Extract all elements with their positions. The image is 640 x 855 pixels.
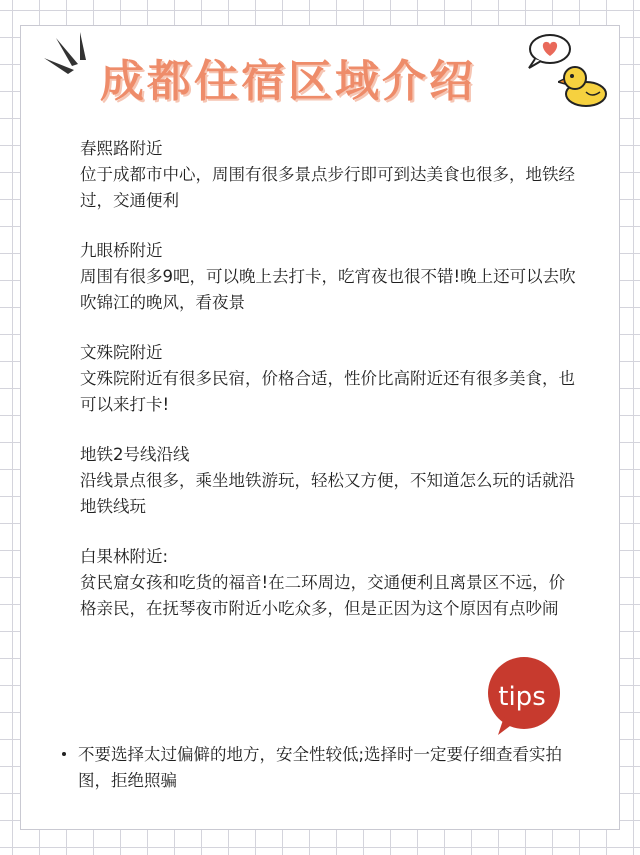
- section-heading: 春熙路附近: [80, 139, 163, 158]
- sparkle-lines-icon: [36, 28, 96, 83]
- tip-note: [62, 742, 592, 794]
- section-wenshu-monastery: [80, 340, 580, 418]
- section-heading: 文殊院附近: [80, 343, 163, 362]
- tips-label: tips: [498, 682, 546, 712]
- section-body: 文殊院附近有很多民宿，价格合适，性价比高附近还有很多美食，也可以来打卡!: [80, 369, 575, 414]
- section-heading: 地铁2号线沿线: [80, 445, 190, 464]
- section-heading: 白果林附近:: [80, 547, 169, 566]
- tips-badge: [480, 655, 564, 739]
- section-body: 位于成都市中心，周围有很多景点步行即可到达美食也很多，地铁经过，交通便利: [80, 165, 575, 210]
- page-title: 成都住宿区域介绍: [100, 56, 476, 107]
- bullet-icon: [62, 752, 66, 756]
- section-baiguolin: [80, 544, 580, 622]
- section-body: 周围有很多9吧，可以晚上去打卡，吃宵夜也很不错!晚上还可以去吹吹锦江的晚风，看夜景: [80, 267, 576, 312]
- rubber-duck-icon: [558, 62, 610, 108]
- section-heading: 九眼桥附近: [80, 241, 163, 260]
- section-body: 贫民窟女孩和吃货的福音!在二环周边，交通便利且离景区不远，价格亲民，在抚琴夜市附近小吃众多，但是正因为这个原因有点吵闹: [80, 573, 566, 618]
- section-body: 沿线景点很多，乘坐地铁游玩，轻松又方便，不知道怎么玩的话就沿地铁线玩: [80, 471, 575, 516]
- tip-note-text: 不要选择太过偏僻的地方，安全性较低;选择时一定要仔细查看实拍图，拒绝照骗: [78, 745, 563, 790]
- section-metro-line-2: [80, 442, 580, 520]
- section-jiuyan-bridge: [80, 238, 580, 316]
- area-sections: [80, 136, 580, 646]
- section-chunxi-road: [80, 136, 580, 214]
